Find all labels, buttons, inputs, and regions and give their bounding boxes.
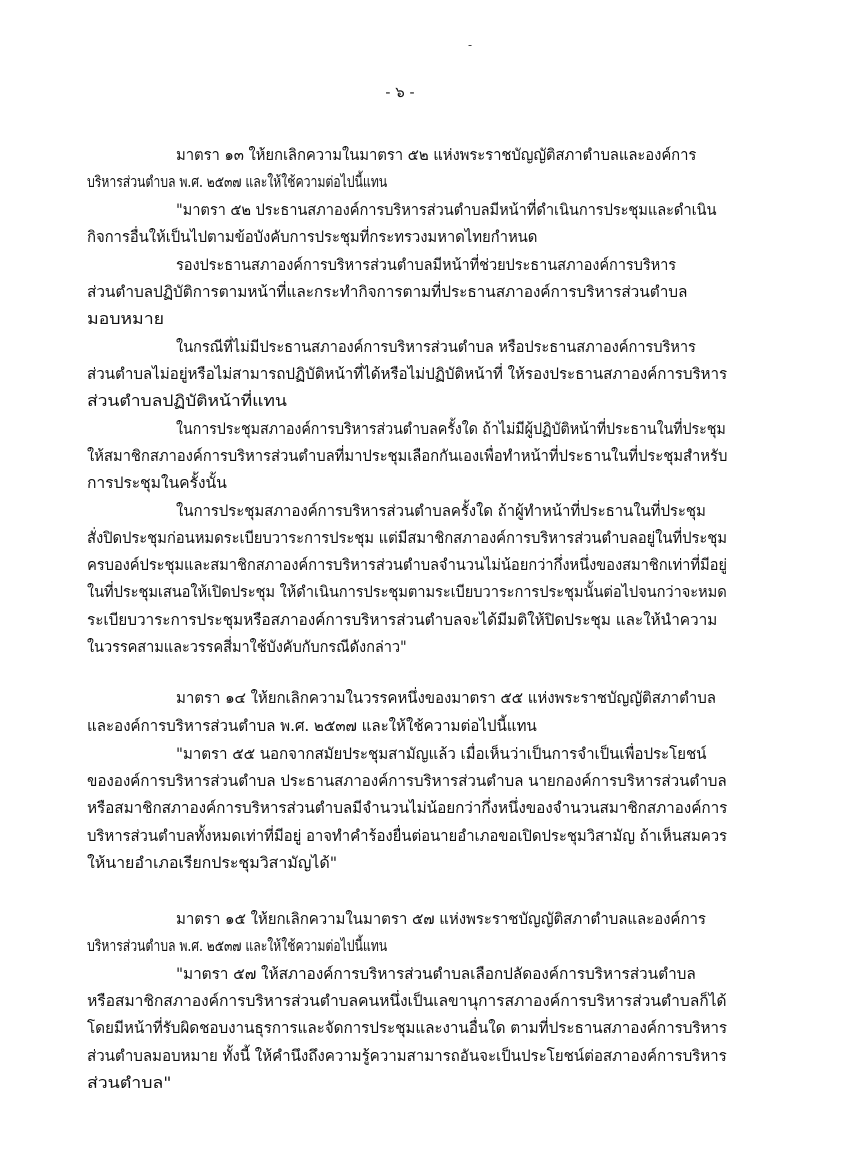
section-14-line: และองค์การบริหารส่วนตำบล พ.ศ. ๒๕๓๗ และให้ใช้ความต่อไปนี้แทน — [87, 717, 537, 735]
section-52-line: ครบองค์ประชุมและสมาชิกสภาองค์การบริหารส่วนตำบลจำนวนไม่น้อยกว่ากึ่งหนึ่งของสมาชิกเท่าที่มีอยู่ — [87, 556, 727, 574]
section-52-line: ส่วนตำบลปฏิบัติหน้าที่แทน — [87, 392, 287, 410]
section-55-line: ให้นายอำเภอเรียกประชุมวิสามัญได้" — [87, 854, 338, 872]
section-57-line: หรือสมาชิกสภาองค์การบริหารส่วนตำบลคนหนึ่งเป็นเลขานุการสภาองค์การบริหารส่วนตำบลก็ได้ — [87, 992, 727, 1010]
section-14-line: มาตรา ๑๔ ให้ยกเลิกความในวรรคหนึ่งของมาตรา ๕๕ แห่งพระราชบัญญัติสภาตำบล — [176, 689, 716, 707]
section-15-line: บริหารส่วนตำบล พ.ศ. ๒๕๓๗ และให้ใช้ความต่อไปนี้แทน — [87, 937, 388, 955]
section-52-line: "มาตรา ๕๒ ประธานสภาองค์การบริหารส่วนตำบลมีหน้าที่ดำเนินการประชุมและดำเนิน — [176, 201, 717, 219]
section-52-line: ในการประชุมสภาองค์การบริหารส่วนตำบลครั้งใด ถ้าไม่มีผู้ปฏิบัติหน้าที่ประธานในที่ประชุม — [176, 420, 726, 438]
section-57-line: "มาตรา ๕๗ ให้สภาองค์การบริหารส่วนตำบลเลือกปลัดองค์การบริหารส่วนตำบล — [176, 965, 696, 983]
section-52-line: ให้สมาชิกสภาองค์การบริหารส่วนตำบลที่มาประชุมเลือกกันเองเพื่อทำหน้าที่ประธานในที่ประชุมสำหรับ — [87, 447, 728, 465]
section-52-line: รองประธานสภาองค์การบริหารส่วนตำบลมีหน้าที่ช่วยประธานสภาองค์การบริหาร — [176, 256, 677, 274]
section-55-line: "มาตรา ๕๕ นอกจากสมัยประชุมสามัญแล้ว เมื่อเห็นว่าเป็นการจำเป็นเพื่อประโยชน์ — [176, 745, 707, 763]
section-52-line: ในที่ประชุมเสนอให้เปิดประชุม ให้ดำเนินการประชุมตามระเบียบวาระการประชุมนั้นต่อไปจนกว่าจะหมด — [87, 583, 727, 601]
section-52-line: ระเบียบวาระการประชุมหรือสภาองค์การบริหารส่วนตำบลจะได้มีมติให้ปิดประชุม และให้นำความ — [87, 611, 718, 629]
section-55-line: ขององค์การบริหารส่วนตำบล ประธานสภาองค์การบริหารส่วนตำบล นายกองค์การบริหารส่วนตำบล — [87, 772, 727, 790]
page-number: - ๖ - — [385, 83, 415, 101]
section-13-line: บริหารส่วนตำบล พ.ศ. ๒๕๓๗ และให้ใช้ความต่อไปนี้แทน — [87, 173, 388, 191]
section-57-line: ส่วนตำบลมอบหมาย ทั้งนี้ ให้คำนึงถึงความรู้ความสามารถอันจะเป็นประโยชน์ต่อสภาองค์การบริหาร — [87, 1047, 727, 1065]
section-55-line: บริหารส่วนตำบลทั้งหมดเท่าที่มีอยู่ อาจทำคำร้องยื่นต่อนายอำเภอขอเปิดประชุมวิสามัญ ถ้าเห็นสมควร — [87, 827, 728, 845]
section-52-line: ส่วนตำบลไม่อยู่หรือไม่สามารถปฏิบัติหน้าที่ได้หรือไม่ปฏิบัติหน้าที่ ให้รองประธานสภาองค์การบริหาร — [87, 365, 728, 383]
section-52-line: ในกรณีที่ไม่มีประธานสภาองค์การบริหารส่วนตำบล หรือประธานสภาองค์การบริหาร — [176, 338, 696, 356]
section-15-line: มาตรา ๑๕ ให้ยกเลิกความในมาตรา ๕๗ แห่งพระราชบัญญัติสภาตำบลและองค์การ — [176, 910, 706, 928]
section-52-line: สั่งปิดประชุมก่อนหมดระเบียบวาระการประชุม แต่มีสมาชิกสภาองค์การบริหารส่วนตำบลอยู่ในที่ประชุม — [87, 529, 727, 547]
section-52-line: การประชุมในครั้งนั้น — [87, 474, 227, 492]
section-52-line: กิจการอื่นให้เป็นไปตามข้อบังคับการประชุมที่กระทรวงมหาดไทยกำหนด — [87, 228, 538, 246]
section-13-line: มาตรา ๑๓ ให้ยกเลิกความในมาตรา ๕๒ แห่งพระราชบัญญัติสภาตำบลและองค์การ — [176, 146, 697, 164]
section-57-line: โดยมีหน้าที่รับผิดชอบงานธุรการและจัดการประชุมและงานอื่นใด ตามที่ประธานสภาองค์การบริหาร — [87, 1019, 728, 1037]
section-52-line: มอบหมาย — [87, 310, 164, 328]
section-55-line: หรือสมาชิกสภาองค์การบริหารส่วนตำบลมีจำนวนไม่น้อยกว่ากึ่งหนึ่งของจำนวนสมาชิกสภาองค์การ — [87, 799, 728, 817]
page-mark: - — [468, 38, 473, 52]
section-52-line: ส่วนตำบลปฏิบัติการตามหน้าที่และกระทำกิจการตามที่ประธานสภาองค์การบริหารส่วนตำบล — [87, 283, 688, 301]
section-52-line: ในการประชุมสภาองค์การบริหารส่วนตำบลครั้งใด ถ้าผู้ทำหน้าที่ประธานในที่ประชุม — [176, 502, 706, 520]
section-52-line: ในวรรคสามและวรรคสี่มาใช้บังคับกับกรณีดังกล่าว" — [87, 638, 407, 656]
section-57-line: ส่วนตำบล" — [87, 1074, 172, 1092]
